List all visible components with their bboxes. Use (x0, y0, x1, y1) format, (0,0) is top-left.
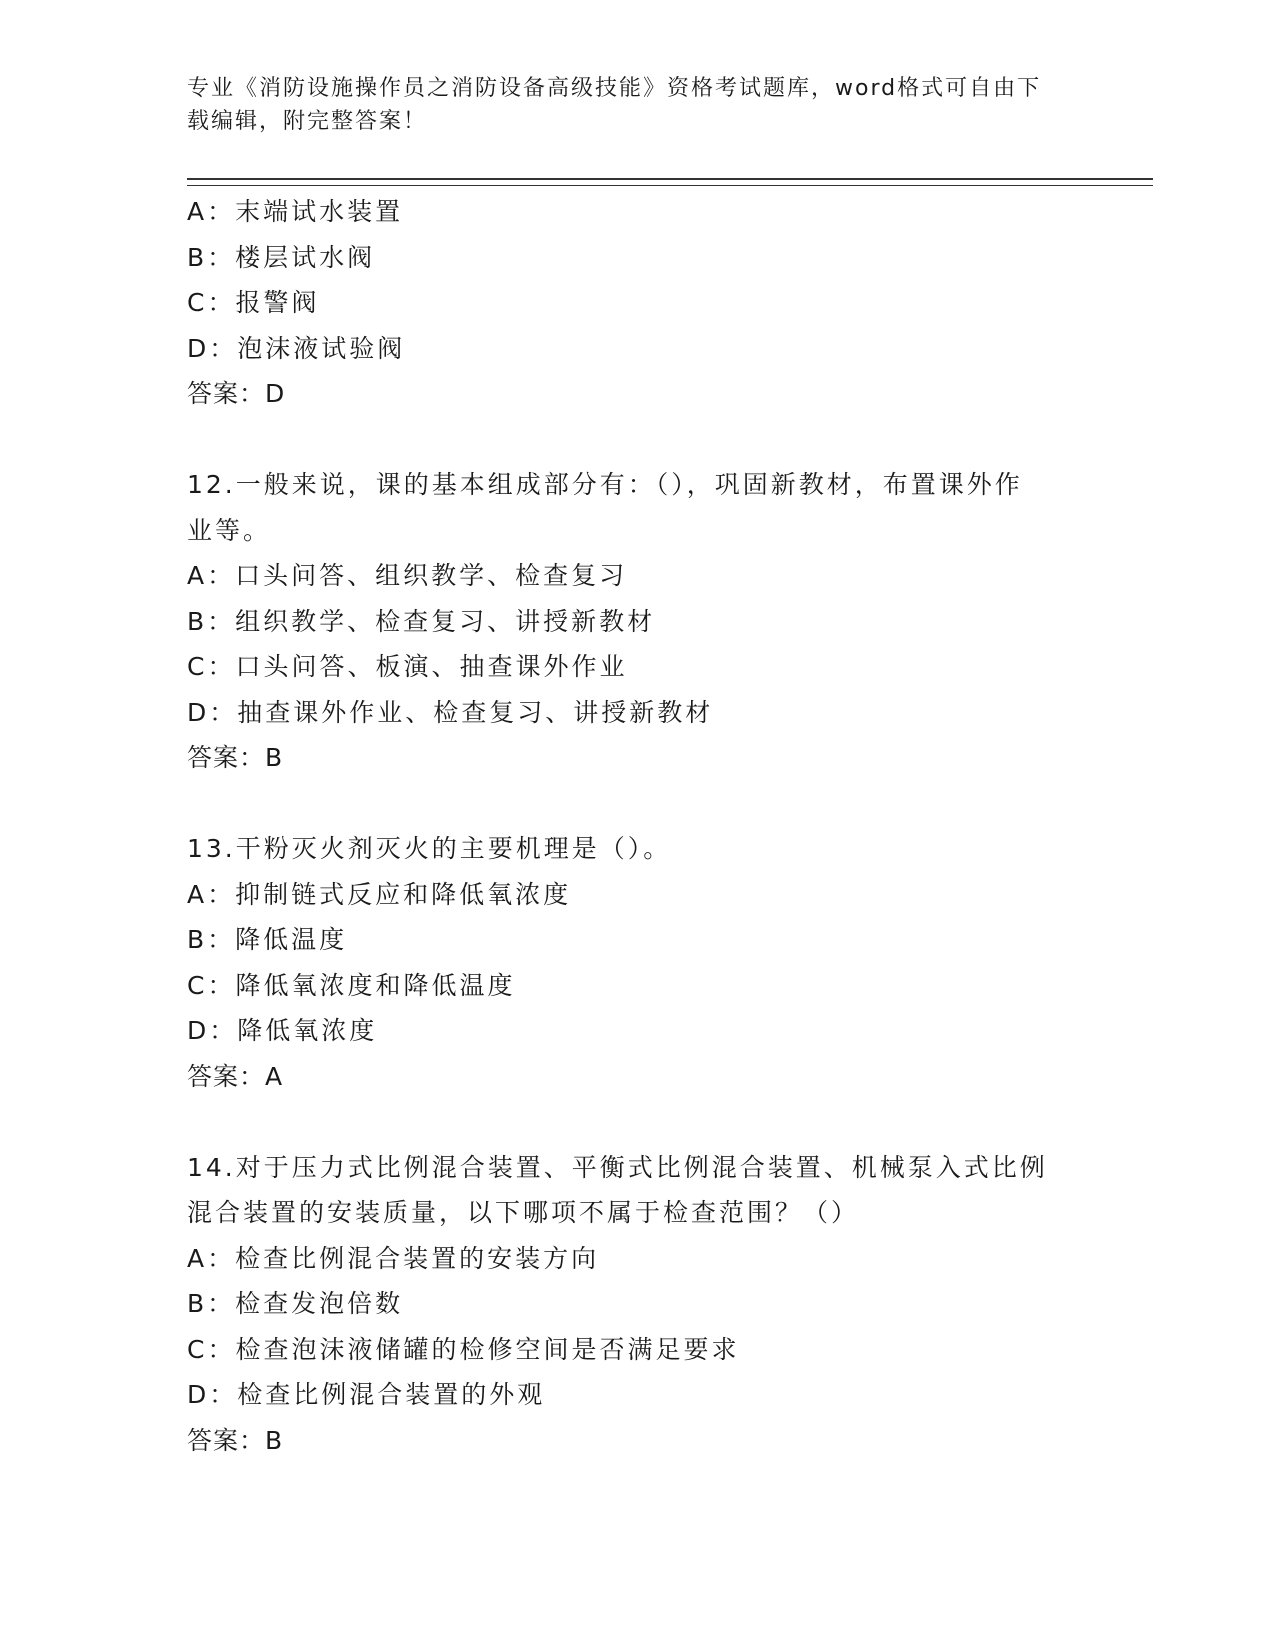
option-b: B：检查发泡倍数 (187, 1289, 404, 1318)
question-12 (187, 462, 1087, 781)
option-c: C：检查泡沫液储罐的检修空间是否满足要求 (187, 1334, 740, 1364)
question-list (187, 189, 1087, 1463)
answer: 答案：D (187, 379, 286, 408)
option-d: D：泡沫液试验阀 (187, 333, 406, 363)
option-c: C：口头问答、板演、抽查课外作业 (187, 652, 628, 681)
option-a: A：末端试水装置 (187, 197, 404, 226)
question-14 (187, 1145, 1087, 1464)
question-11-continued (187, 189, 1087, 417)
option-c: C：降低氧浓度和降低温度 (187, 970, 516, 1000)
question-stem: 14.对于压力式比例混合装置、平衡式比例混合装置、机械泵入式比例 (187, 1152, 1048, 1182)
option-a: A：抑制链式反应和降低氧浓度 (187, 879, 572, 909)
option-d: D：抽查课外作业、检查复习、讲授新教材 (187, 697, 714, 727)
option-d: D：检查比例混合装置的外观 (187, 1380, 546, 1409)
option-a: A：检查比例混合装置的安装方向 (187, 1243, 600, 1273)
option-c: C：报警阀 (187, 288, 320, 317)
question-stem-continued: 业等。 (187, 515, 272, 545)
question-stem: 13.干粉灭火剂灭火的主要机理是（）。 (187, 834, 672, 863)
header-line-1: 专业《消防设施操作员之消防设备高级技能》资格考试题库，word格式可自由下 (187, 76, 1042, 101)
header-divider (187, 178, 1153, 186)
answer: 答案：B (187, 743, 284, 772)
question-stem: 12.一般来说，课的基本组成部分有：（），巩固新教材，布置课外作 (187, 470, 1023, 499)
question-stem-continued: 混合装置的安装质量，以下哪项不属于检查范围？（） (187, 1198, 860, 1227)
document-header (187, 72, 1067, 138)
option-d: D：降低氧浓度 (187, 1016, 378, 1045)
option-a: A：口头问答、组织教学、检查复习 (187, 561, 628, 590)
header-line-2: 载编辑，附完整答案！ (187, 109, 428, 134)
answer: 答案：A (187, 1061, 284, 1091)
option-b: B：降低温度 (187, 925, 348, 954)
answer: 答案：B (187, 1425, 284, 1455)
question-13 (187, 826, 1087, 1099)
option-b: B：组织教学、检查复习、讲授新教材 (187, 606, 656, 636)
option-b: B：楼层试水阀 (187, 242, 376, 272)
